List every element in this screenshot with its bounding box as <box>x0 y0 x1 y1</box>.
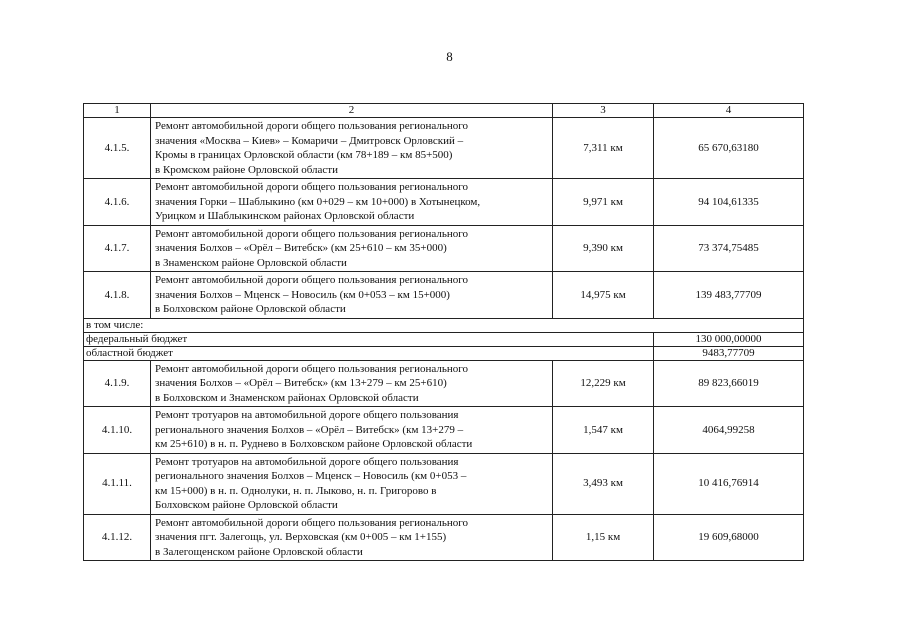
item-number: 4.1.5. <box>84 118 151 179</box>
description-line: значения Болхов – «Орёл – Витебск» (км 25+610 – км 35+000) <box>155 242 447 254</box>
table-row <box>84 272 804 319</box>
description-line: регионального значения Болхов – Мценск – Новосиль (км 0+053 – <box>155 470 467 482</box>
description-line: км 25+610) в н. п. Руднево в Болховском районе Орловской области <box>155 438 473 450</box>
item-amount: 89 823,66019 <box>654 360 804 407</box>
description-line: в Залегощенском районе Орловской области <box>155 545 363 558</box>
item-amount: 10 416,76914 <box>654 453 804 514</box>
item-length: 14,975 км <box>553 272 654 319</box>
item-length: 1,547 км <box>553 407 654 454</box>
item-amount: 139 483,77709 <box>654 272 804 319</box>
item-amount: 4064,99258 <box>654 407 804 454</box>
item-length: 12,229 км <box>553 360 654 407</box>
column-number-row <box>84 104 804 118</box>
item-length: 3,493 км <box>553 453 654 514</box>
description-line: в Болховском и Знаменском районах Орловской области <box>155 391 419 404</box>
federal-budget-row-amount: 130 000,00000 <box>654 332 804 346</box>
item-amount: 73 374,75485 <box>654 225 804 272</box>
item-description <box>151 514 553 561</box>
including-row-label: в том числе: <box>84 318 804 332</box>
item-number: 4.1.9. <box>84 360 151 407</box>
table-row <box>84 407 804 454</box>
regional-budget-row <box>84 346 804 360</box>
item-description <box>151 179 553 226</box>
description-line: Ремонт автомобильной дороги общего пользования регионального <box>155 181 468 193</box>
table-row <box>84 118 804 179</box>
table-row <box>84 514 804 561</box>
table-row <box>84 179 804 226</box>
item-description <box>151 225 553 272</box>
description-line: Ремонт автомобильной дороги общего пользования регионального <box>155 227 468 240</box>
item-length: 7,311 км <box>553 118 654 179</box>
item-number: 4.1.7. <box>84 225 151 272</box>
description-line: регионального значения Болхов – «Орёл – Витебск» (км 13+279 – <box>155 423 464 436</box>
item-number: 4.1.11. <box>84 453 151 514</box>
road-repair-table <box>83 103 804 561</box>
federal-budget-row <box>84 332 804 346</box>
description-line: значения Горки – Шаблыкино (км 0+029 – км 10+000) в Хотынецком, <box>155 195 481 208</box>
column-number: 4 <box>654 104 804 118</box>
item-number: 4.1.6. <box>84 179 151 226</box>
table-row <box>84 453 804 514</box>
description-line: значения Болхов – «Орёл – Витебск» (км 13+279 – км 25+610) <box>155 377 447 389</box>
description-line: Урицком и Шаблыкинском районах Орловской области <box>155 210 415 222</box>
description-line: Ремонт тротуаров на автомобильной дороге общего пользования <box>155 455 459 468</box>
column-number: 2 <box>151 104 553 118</box>
item-amount: 94 104,61335 <box>654 179 804 226</box>
table-row <box>84 225 804 272</box>
item-length: 9,971 км <box>553 179 654 226</box>
regional-budget-row-label: областной бюджет <box>84 346 654 360</box>
description-line: значения Болхов – Мценск – Новосиль (км 0+053 – км 15+000) <box>155 288 450 301</box>
regional-budget-row-amount: 9483,77709 <box>654 346 804 360</box>
description-line: Кромы в границах Орловской области (км 78+189 – км 85+500) <box>155 149 453 161</box>
item-amount: 65 670,63180 <box>654 118 804 179</box>
description-line: в Болховском районе Орловской области <box>155 303 346 315</box>
page-number: 8 <box>446 49 453 64</box>
item-description <box>151 407 553 454</box>
description-line: Ремонт автомобильной дороги общего пользования регионального <box>155 362 468 375</box>
description-line: км 15+000) в н. п. Однолуки, н. п. Лыково, н. п. Григорово в <box>155 484 437 497</box>
item-number: 4.1.10. <box>84 407 151 454</box>
table-row <box>84 360 804 407</box>
item-length: 9,390 км <box>553 225 654 272</box>
including-row <box>84 318 804 332</box>
federal-budget-row-label: федеральный бюджет <box>84 332 654 346</box>
item-length: 1,15 км <box>553 514 654 561</box>
description-line: значения «Москва – Киев» – Комаричи – Дмитровск Орловский – <box>155 134 464 147</box>
description-line: Ремонт автомобильной дороги общего пользования регионального <box>155 120 468 132</box>
description-line: в Знаменском районе Орловской области <box>155 256 347 269</box>
description-line: значения пгт. Залегощь, ул. Верховская (км 0+005 – км 1+155) <box>155 531 447 543</box>
item-number: 4.1.8. <box>84 272 151 319</box>
item-description <box>151 272 553 319</box>
item-amount: 19 609,68000 <box>654 514 804 561</box>
column-number: 3 <box>553 104 654 118</box>
item-description <box>151 360 553 407</box>
description-line: Ремонт автомобильной дороги общего пользования регионального <box>155 274 468 286</box>
description-line: Ремонт автомобильной дороги общего пользования регионального <box>155 516 468 529</box>
item-description <box>151 118 553 179</box>
description-line: Болховском районе Орловской области <box>155 499 338 511</box>
description-line: в Кромском районе Орловской области <box>155 163 338 176</box>
column-number: 1 <box>84 104 151 118</box>
description-line: Ремонт тротуаров на автомобильной дороге общего пользования <box>155 409 459 421</box>
item-number: 4.1.12. <box>84 514 151 561</box>
item-description <box>151 453 553 514</box>
